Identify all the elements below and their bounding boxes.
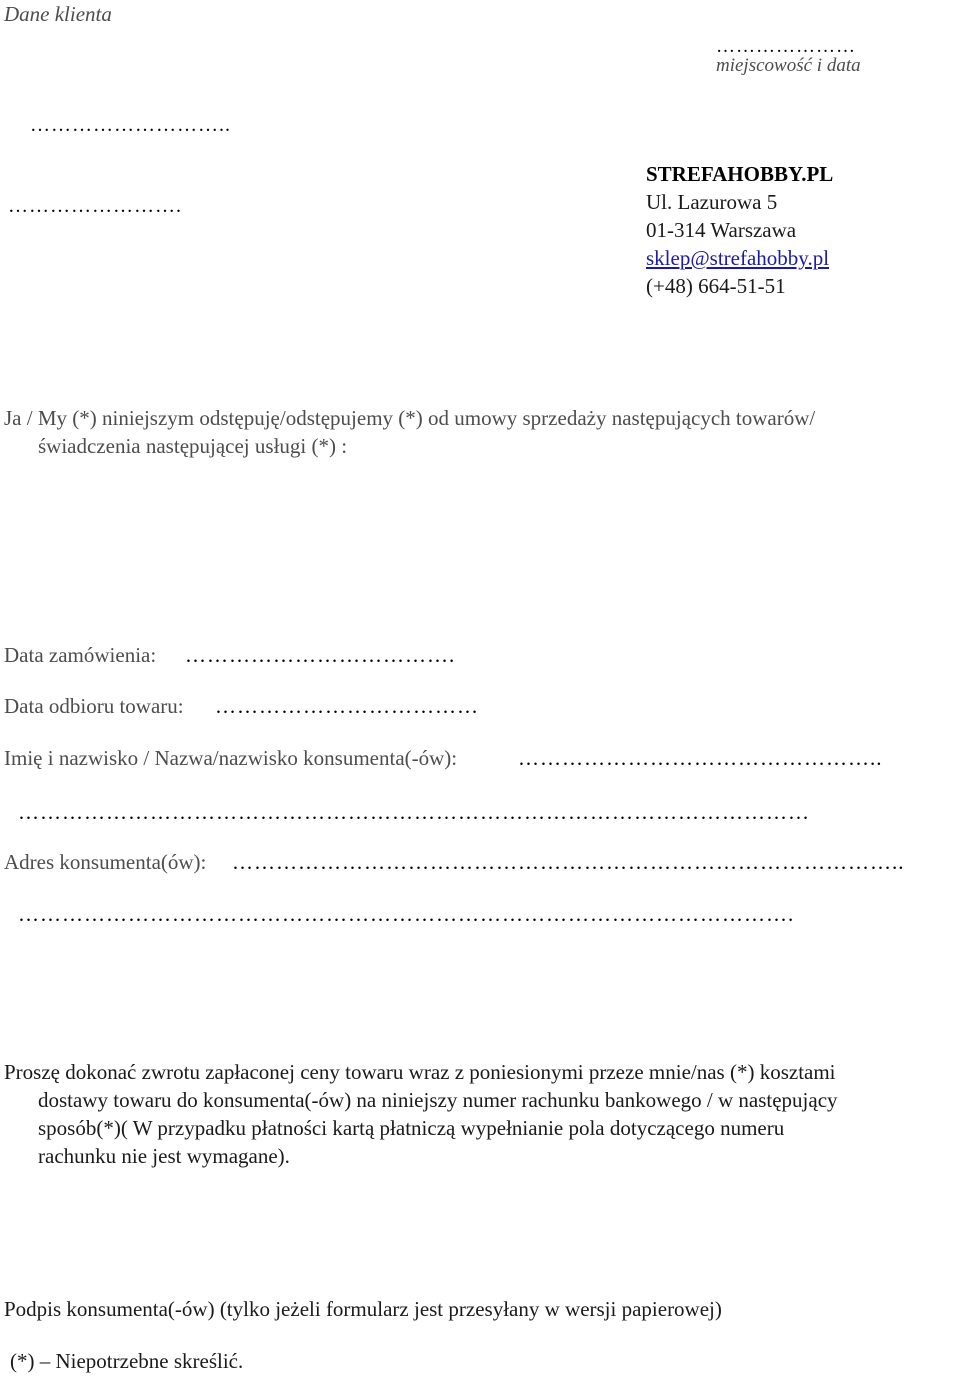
consumer-address-label: Adres konsumenta(ów):: [4, 850, 207, 874]
consumer-address-field-line-2[interactable]: …………………………………………………………………………………………….: [18, 902, 795, 926]
company-phone: (+48) 664-51-51: [646, 274, 786, 298]
company-name: STREFAHOBBY.PL: [646, 162, 834, 186]
withdrawal-statement-line-1: Ja / My (*) niniejszym odstępuję/odstępujemy (*) od umowy sprzedaży następujących towarów/: [4, 406, 816, 430]
order-date-field[interactable]: ……………………………….: [185, 643, 456, 667]
consumer-name-field[interactable]: …………………………………………..: [518, 746, 883, 770]
receipt-date-field[interactable]: ………………………………: [215, 694, 479, 718]
client-dotted-line-2: …………………….: [8, 195, 182, 217]
company-city: 01-314 Warszawa: [646, 218, 797, 242]
refund-line-2: dostawy towaru do konsumenta(-ów) na niniejszy numer rachunku bankowego / w następujący: [38, 1088, 838, 1112]
order-date-label: Data zamówienia:: [4, 643, 157, 667]
place-date-dotted-line: …………………: [716, 36, 856, 57]
refund-line-3: sposób(*)( W przypadku płatności kartą płatniczą wypełnianie pola dotyczącego numeru: [38, 1116, 785, 1140]
signature-label: Podpis konsumenta(-ów) (tylko jeżeli formularz jest przesyłany w wersji papierowej): [4, 1297, 722, 1321]
client-dotted-line-1: ………………………..: [30, 114, 231, 136]
receipt-date-label: Data odbioru towaru:: [4, 694, 184, 718]
withdrawal-statement-line-2: świadczenia następującej usługi (*) :: [38, 434, 348, 458]
client-data-heading: Dane klienta: [4, 2, 112, 26]
consumer-name-field-line-2[interactable]: ………………………………………………………………………………………………: [18, 800, 810, 824]
refund-line-1: Proszę dokonać zwrotu zapłaconej ceny towaru wraz z poniesionymi przeze mnie/nas (*) kosztami: [4, 1060, 836, 1084]
company-street: Ul. Lazurowa 5: [646, 190, 778, 214]
refund-line-4: rachunku nie jest wymagane).: [38, 1144, 290, 1168]
consumer-name-label: Imię i nazwisko / Nazwa/nazwisko konsumenta(-ów):: [4, 746, 458, 770]
footnote: (*) – Niepotrzebne skreślić.: [10, 1349, 244, 1373]
consumer-address-field[interactable]: ………………………………………………………………………………..: [232, 850, 905, 874]
refund-paragraph: [4, 1058, 960, 1170]
company-email-link[interactable]: sklep@strefahobby.pl: [646, 246, 830, 270]
place-date-label: miejscowość i data: [716, 55, 861, 76]
